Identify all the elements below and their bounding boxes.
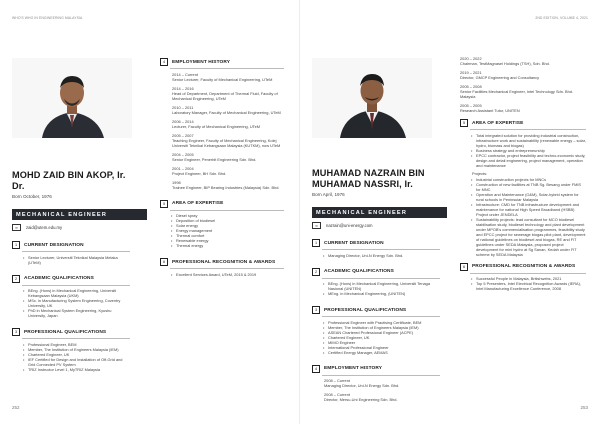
job-entry: [172, 180, 284, 190]
section-number: 6: [160, 258, 168, 266]
section-number: 6: [460, 263, 468, 271]
job-years: 2014 – 2016: [172, 85, 194, 91]
divider: [170, 68, 284, 69]
birth-date: Born October, 1976: [12, 194, 52, 199]
job-years: 2005 – 2008: [460, 84, 482, 89]
divider: [470, 273, 586, 274]
section-academic: [312, 268, 440, 297]
job-entry: [460, 56, 586, 66]
list-item: • TRIZ Instructor Level 1, MyTRIZ Malaysia: [24, 367, 130, 372]
job-years: 2020 – 2022: [460, 56, 482, 61]
person-name: MOHD ZAID BIN AKOP, Ir. Dr.: [12, 170, 126, 191]
job-entry: [172, 166, 284, 176]
section-expertise: [460, 119, 586, 257]
list-item: • Top 5 Presenters, Intel Electrical Recognition Awards (IERA), Intel Manufacturing Excellence Conference, 2008: [472, 281, 586, 291]
list-item: • ASEAN Chartered Professional Engineer (ACPE): [324, 330, 440, 335]
section-employment: [312, 365, 440, 403]
email-row: [312, 222, 440, 229]
job-title: Lecturer, Faculty of Mechanical Engineering, UTeM: [172, 123, 261, 129]
list-item: • Operation and Maintenance (O&M), Solar-hybrid system for rural schools in Peninsular Malaysia: [472, 192, 586, 202]
portrait-illustration: [12, 58, 132, 138]
section-current-designation: [312, 239, 440, 258]
employment-continued: [460, 56, 586, 113]
job-entry: [324, 392, 440, 402]
job-years: 2010 – 2011: [172, 104, 194, 110]
job-entry: [172, 152, 284, 162]
job-years: 2008 – Current: [324, 392, 350, 398]
section-number: 4: [312, 365, 320, 373]
job-title: Chairman, TestMagnasel Holdings (TSH), Sdn. Bhd.: [460, 61, 550, 66]
section-title: ACADEMIC QUALIFICATIONS: [324, 269, 394, 275]
details-column: [460, 56, 586, 291]
list-item: • PhD in Mechanical System Engineering, Kyushu University, Japan: [24, 308, 130, 318]
list-item: • IEF Certified for Design and Installation of Off-Grid and Grid Connected PV System: [24, 357, 130, 367]
job-title: Director, GMCP Engineering and Consultancy: [460, 75, 540, 80]
job-years: 2005 – 2005: [460, 103, 482, 108]
section-awards: [460, 263, 586, 292]
list-item: • Industrial construction projects for MNCs: [472, 177, 586, 182]
job-title: Laboratory Manager, Faculty of Mechanical Engineering, UTeM: [172, 109, 281, 115]
divider: [470, 129, 586, 130]
list-item: • Managing Director, Uni-N Energy Sdn. Bhd.: [324, 253, 440, 258]
job-years: 2014 – Current: [172, 71, 198, 77]
job-entry: [324, 378, 440, 388]
page-number: 253: [580, 405, 588, 410]
section-number: 4: [160, 58, 168, 66]
job-title: Senior Lecturer, Faculty of Mechanical Engineering, UTeM: [172, 76, 273, 82]
job-title: Teaching Engineer, Faculty of Mechanical Engineering, Kolej Universiti Teknikal Kebangsaan Malaysia (KUTKM), now UTeM: [172, 137, 281, 148]
job-title: Research Assistant Tutor, UNITEN: [460, 108, 520, 113]
job-entry: [172, 105, 284, 115]
email-link[interactable]: nazrain@uni-energy.com: [326, 223, 373, 228]
section-employment: [160, 58, 284, 190]
section-number: 3: [12, 328, 20, 336]
portrait-photo: [312, 58, 432, 138]
job-title: Senior Facilities Mechanical Engineer, Intel Technology Sdn. Bhd. Malaysia: [460, 89, 574, 99]
list-item: • Chartered Engineer, UK: [324, 335, 440, 340]
list-item: • Successful People in Malaysia, Britishwebs, 2021: [472, 276, 586, 281]
section-number: 1: [12, 241, 20, 249]
job-years: 2019 – 2021: [460, 70, 482, 75]
job-years: 2008 – Current: [324, 378, 350, 384]
job-title: Head of Department, Department of Thermal Fluid, Faculty of Mechanical Engineering, UTeM: [172, 90, 278, 101]
section-title: PROFESSIONAL QUALIFICATIONS: [324, 307, 407, 313]
job-years: 2006 – 2014: [172, 118, 194, 124]
list-item: • Senior Lecturer, Universiti Teknikal Malaysia Melaka (UTeM): [24, 255, 130, 265]
divider: [322, 316, 440, 317]
section-number: 2: [12, 275, 20, 283]
job-entry: [172, 133, 284, 148]
section-professional: [312, 306, 440, 355]
list-item: • Construction of new facilities at TNB Sg. Besang under FMIS for MNC: [472, 182, 586, 192]
list-item: • Total integrated solution for providing industrial construction, infrastructure work and sustainability (renewable energy – solar, hydro, biomass and biogas): [472, 133, 586, 148]
list-item: • EPCC contractor, project feasibility and techno-economic study, design and detail engineering, project management, operation and maintenance: [472, 153, 586, 168]
job-title: Director, Mersu-Uni Engineering Sdn. Bhd.: [324, 397, 398, 403]
profession-bar: MECHANICAL ENGINEER: [312, 207, 447, 218]
profile-column: [12, 58, 130, 372]
profile-column: [312, 58, 440, 406]
right-page: [300, 0, 600, 424]
list-item: • Member, The Institution of Engineers Malaysia (IEM): [24, 347, 130, 352]
job-entry: [460, 84, 586, 99]
job-title: Trainee Engineer, BIP Bearing Industries (Malaysia) Sdn. Bhd.: [172, 184, 280, 190]
running-head: 2ND EDITION, VOLUME 4, 2021: [535, 16, 588, 20]
list-item: • Renewable energy: [172, 238, 284, 243]
divider: [22, 251, 130, 252]
job-entry: [460, 70, 586, 80]
email-link[interactable]: zaid@utem.edu.my: [26, 225, 63, 230]
section-title: EMPLOYMENT HISTORY: [324, 366, 383, 372]
divider: [22, 338, 130, 339]
list-item: • Professional Engineer, BEM: [24, 342, 130, 347]
job-years: 2005 – 2007: [172, 132, 194, 138]
section-title: PROFESSIONAL RECOGNITION & AWARDS: [172, 259, 276, 265]
details-column: [160, 58, 284, 277]
list-item: • Business strategy and entrepreneurship: [472, 148, 586, 153]
section-number: 3: [312, 306, 320, 314]
envelope-icon: ✉: [312, 222, 321, 229]
section-number: 1: [312, 239, 320, 247]
section-number: 5: [460, 119, 468, 127]
section-title: ACADEMIC QUALIFICATIONS: [24, 276, 94, 282]
list-item: • Member, The Institution of Engineers Malaysia (IEM): [324, 325, 440, 330]
list-item: • BEng. (Hons) in Mechanical Engineering, Universiti Tenaga Nasional (UNITEN): [324, 281, 440, 291]
section-number: 5: [160, 200, 168, 208]
email-row: [12, 224, 130, 231]
list-item: • BEng. (Hons) in Mechanical Engineering, Universiti Kebangsaan Malaysia (UKM): [24, 288, 130, 298]
divider: [322, 375, 440, 376]
list-item: • MSc. in Manufacturing System Engineering, Coventry University, UK: [24, 298, 130, 308]
job-entry: [172, 86, 284, 101]
list-item: • Diesel spray: [172, 213, 284, 218]
section-title: EMPLOYMENT HISTORY: [172, 59, 231, 65]
list-item: • Professional Engineer with Practising Certificate, BEM: [324, 320, 440, 325]
list-item: • Solar energy: [172, 223, 284, 228]
divider: [170, 268, 284, 269]
envelope-icon: ✉: [12, 224, 21, 231]
job-entry: [172, 72, 284, 82]
list-item: • Sustainability projects: lead consultant for MCO biodiesel stabilisation study, biodiesel technology and plant development under MPOB's commercialisation programmes, feasibility study and EPCC project for sewerage biogas pilot plant, development of national guidelines on biodiesel and biogas, RE and FiT guidelines under SEDA Malaysia, proposed project development for mini hydro at Sg Sanan, Kedah under FiT scheme by SEDA Malaysia: [472, 217, 586, 257]
portrait-illustration: [312, 58, 432, 138]
job-title: Managing Director, Uni-N Energy Sdn. Bhd.: [324, 383, 400, 389]
profession-bar: MECHANICAL ENGINEER: [12, 209, 147, 220]
section-professional: [12, 328, 130, 372]
divider: [170, 210, 284, 211]
section-title: PROFESSIONAL RECOGNITION & AWARDS: [472, 264, 576, 270]
list-item: • Infrastructure: CMD for TNB infrastructure development and maintenance for national High Speed Broadband (HSBB) Project under JENDELA: [472, 202, 586, 217]
page-number: 252: [12, 405, 20, 410]
section-title: AREA OF EXPERTISE: [472, 120, 524, 126]
birth-date: Born April, 1976: [312, 192, 345, 197]
list-item: • Deposition of biodiesel: [172, 218, 284, 223]
section-expertise: [160, 200, 284, 249]
person-name: MUHAMAD NAZRAIN BIN MUHAMAD NASSRI, Ir.: [312, 168, 425, 189]
portrait-photo: [12, 58, 132, 138]
job-title: Project Engineer, BH Sdn. Bhd.: [172, 170, 227, 176]
list-item: • MIMO Engineer: [324, 340, 440, 345]
job-years: 2001 – 2004: [172, 165, 194, 171]
section-number: 2: [312, 268, 320, 276]
section-current-designation: [12, 241, 130, 265]
divider: [22, 285, 130, 286]
section-academic: [12, 275, 130, 319]
list-item: • Thermal energy: [172, 243, 284, 248]
list-item: • MEng. in Mechanical Engineering, (UNITEN): [324, 291, 440, 296]
divider: [322, 249, 440, 250]
list-item: • Energy management: [172, 228, 284, 233]
section-title: CURRENT DESIGNATION: [24, 242, 84, 248]
section-title: CURRENT DESIGNATION: [324, 240, 384, 246]
list-item: • International Professional Engineer: [324, 345, 440, 350]
projects-label: Projects:: [472, 170, 488, 176]
job-years: 1998: [172, 179, 181, 185]
divider: [322, 278, 440, 279]
job-entry: [460, 103, 586, 113]
job-years: 2004 – 2005: [172, 151, 194, 157]
job-entry: [172, 119, 284, 129]
job-title: Senior Engineer, Penerbit Engineering Sdn. Bhd.: [172, 156, 257, 162]
section-title: AREA OF EXPERTISE: [172, 201, 224, 207]
running-head: WHO'S WHO IN ENGINEERING MALAYSIA: [12, 16, 83, 20]
section-title: PROFESSIONAL QUALIFICATIONS: [24, 329, 107, 335]
list-item: • Chartered Engineer, UK: [24, 352, 130, 357]
section-awards: [160, 258, 284, 277]
list-item: • Thermal comfort: [172, 233, 284, 238]
list-item: • Excellent Services Award, UTeM, 2015 & 2019: [172, 272, 284, 277]
list-item: • Certified Energy Manager, AEMAS: [324, 350, 440, 355]
